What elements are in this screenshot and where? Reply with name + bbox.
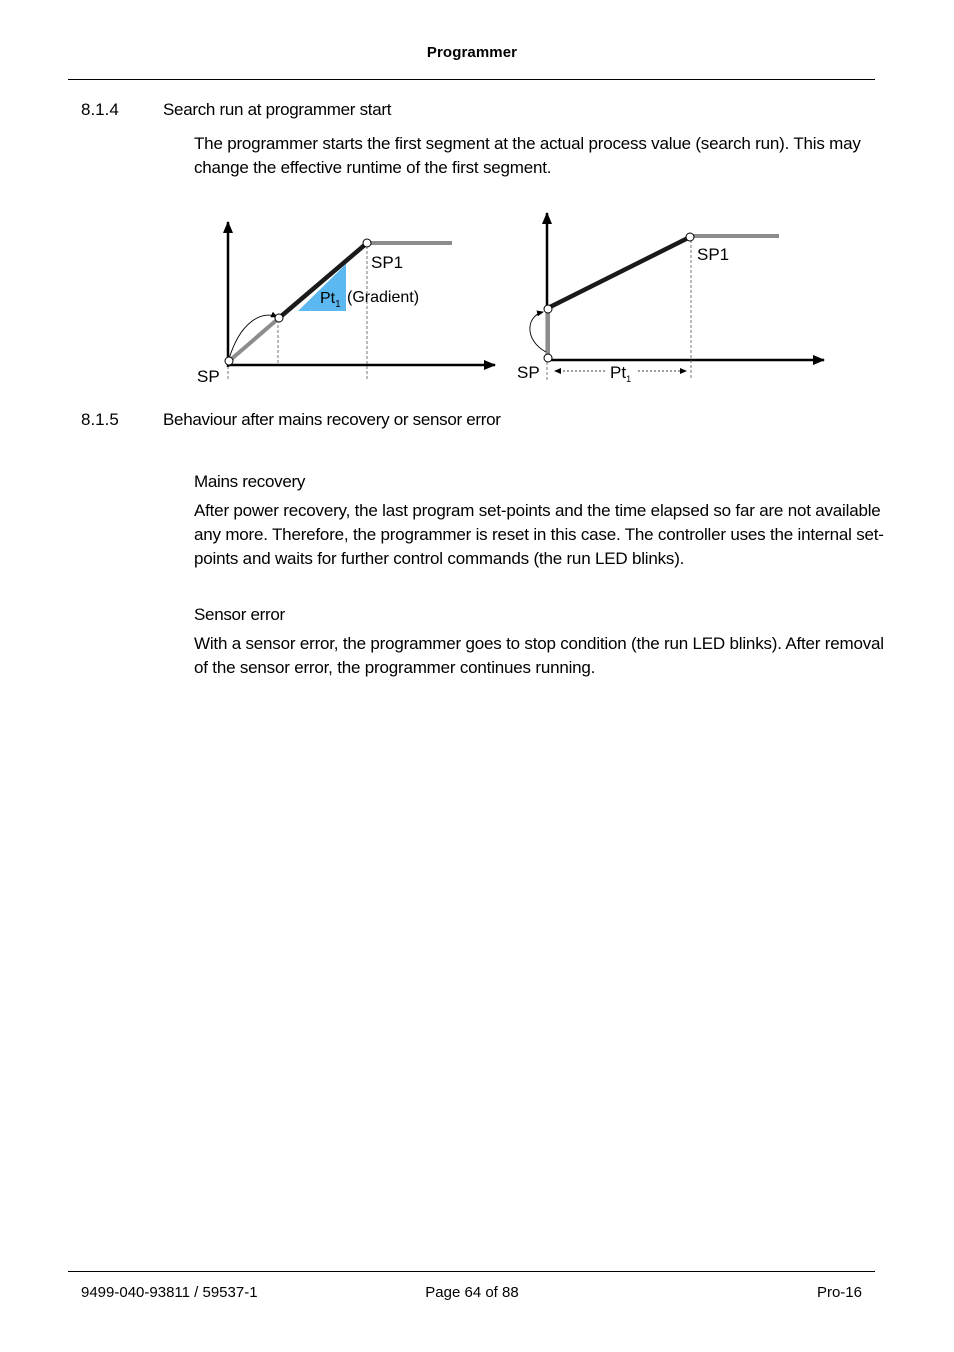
footer-page-number: Page 64 of 88 [425,1284,519,1301]
left-pt-label: $Pt_1$ [320,290,341,310]
search-run-diagram [190,205,840,390]
header-divider [68,79,875,80]
section-title: Behaviour after mains recovery or sensor error [163,410,501,429]
right-actual-ramp [548,237,690,308]
section-title: Search run at programmer start [163,100,392,119]
mains-recovery-paragraph: After power recovery, the last program set-points and the time elapsed so far are not available any more. Therefore, the programmer is reset in this case. The controller uses the internal set-points and waits for further control commands (the run LED blinks). [194,501,884,568]
section-paragraph: The programmer starts the first segment at the actual process value (search run). This may change the effective runtime of the first segment. [194,134,861,177]
section-number: 8.1.4 [81,100,119,119]
right-start-point [544,354,552,362]
left-sp-label: SP [197,367,220,386]
right-jump-arc [530,312,546,352]
right-search-point [544,305,552,313]
footer-doc-number: 9499-040-93811 / 59537-1 [81,1284,258,1301]
left-planned-ramp [228,318,279,362]
page-header-title: Programmer [426,44,518,61]
mains-recovery-heading: Mains recovery [194,472,306,491]
right-diagram [517,213,824,384]
sensor-error-paragraph: With a sensor error, the programmer goes to stop condition (the run LED blinks). After removal of the sensor error, the programmer continues running. [194,634,884,677]
left-start-point [225,357,233,365]
right-sp1-label: SP1 [697,245,730,264]
left-diagram [197,222,495,386]
left-search-point [275,314,283,322]
section-number: 8.1.5 [81,410,119,429]
left-sp1-label: SP1 [371,253,404,272]
right-pt-label: $Pt_1$ [610,363,632,384]
right-sp-label: SP [517,363,540,382]
footer-code: Pro-16 [816,1284,862,1301]
right-sp1-point [686,233,694,241]
sensor-error-heading: Sensor error [194,605,285,624]
footer-divider [68,1271,875,1272]
gradient-label: (Gradient) [347,289,420,306]
left-sp1-point [363,239,371,247]
